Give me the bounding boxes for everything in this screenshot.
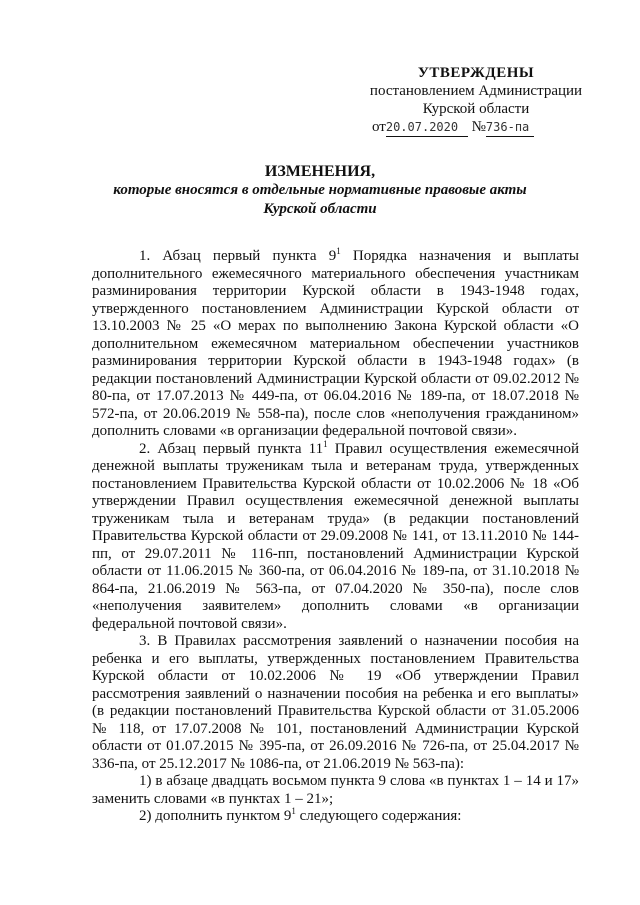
date-prefix: от	[372, 119, 386, 135]
title-line-1: ИЗМЕНЕНИЯ,	[264, 163, 376, 180]
paragraph-subitem-2: 2) дополнить пунктом $9^1$ следующего содержания:	[139, 806, 462, 824]
approval-heading: УТВЕРЖДЕНЫ	[417, 65, 535, 81]
approval-date-line	[360, 118, 592, 137]
approval-line-1: постановлением Администрации	[369, 83, 583, 99]
approval-block	[360, 64, 592, 137]
paragraph-subitem-1: 1) в абзаце двадцать восьмом пункта 9 слова «в пунктах 1 – 14 и 17» заменить словами «в пунктах 1 – 21»;	[92, 773, 579, 807]
document-title	[0, 162, 640, 219]
paragraph-item-1: 1. Абзац первый пункта $9^1$ Порядка назначения и выплаты дополнительного ежемесячного материального обеспечения участникам разминирования территории Курской области в 1943-1948 годах, утвержденного постановлением Администрации Курской области от 13.10.2003 № 25 «О мерах по выполнению Закона Курской области «О дополнительном ежемесячном материальном обеспечении участников разминирования территории Курской области в 1943-1948 годах» (в редакции постановлений Администрации Курской области от 09.02.2012 № 80-па, от 17.07.2013 № 449-па, от 06.04.2016 № 189-па, от 18.07.2018 № 572-па, от 20.06.2019 № 558-па), после слов «неполучения гражданином» дополнить словами «в организации федеральной почтовой связи».	[92, 246, 579, 439]
approval-date: 20.07.2020	[385, 120, 459, 134]
title-line-3: Курской области	[263, 201, 377, 217]
paragraph-item-3: 3. В Правилах рассмотрения заявлений о назначении пособия на ребенка и его выплаты, утвержденных постановлением Правительства Курской области от 10.02.2006 № 19 «Об утверждении Правил рассмотрения заявлений о назначении пособия на ребенка и его выплаты» (в редакции постановлений Правительства Курской области от 31.05.2006 № 118, от 17.07.2008 № 101, постановлений Администрации Курской области от 01.07.2015 № 395-па, от 26.09.2016 № 726-па, от 25.04.2017 № 336-па, от 25.12.2017 № 1086-па, от 21.06.2019 № 563-па):	[92, 633, 579, 772]
title-line-2: которые вносятся в отдельные нормативные правовые акты	[113, 182, 527, 198]
approval-number: 736-па	[485, 120, 530, 134]
document-body	[92, 248, 579, 826]
paragraph-item-2: 2. Абзац первый пункта $11^1$ Правил осуществления ежемесячной денежной выплаты труженикам тыла и ветеранам труда, утвержденных постановлением Правительства Курской области от 10.02.2006 № 18 «Об утверждении Правил осуществления ежемесячной денежной выплаты труженикам тыла и ветеранам труда» (в редакции постановлений Правительства Курской области от 29.09.2008 № 141, от 13.11.2010 № 144-пп, от 29.07.2011 № 116-пп, постановлений Администрации Курской области от 11.06.2015 № 360-па, от 06.04.2016 № 189-па, от 31.10.2018 № 864-па, 21.06.2019 № 563-па, от 07.04.2020 № 350-па), после слов «неполучения заявителем» дополнить словами «в организации федеральной почтовой связи».	[92, 438, 580, 632]
approval-line-2: Курской области	[422, 101, 530, 117]
number-prefix: №	[471, 119, 486, 135]
